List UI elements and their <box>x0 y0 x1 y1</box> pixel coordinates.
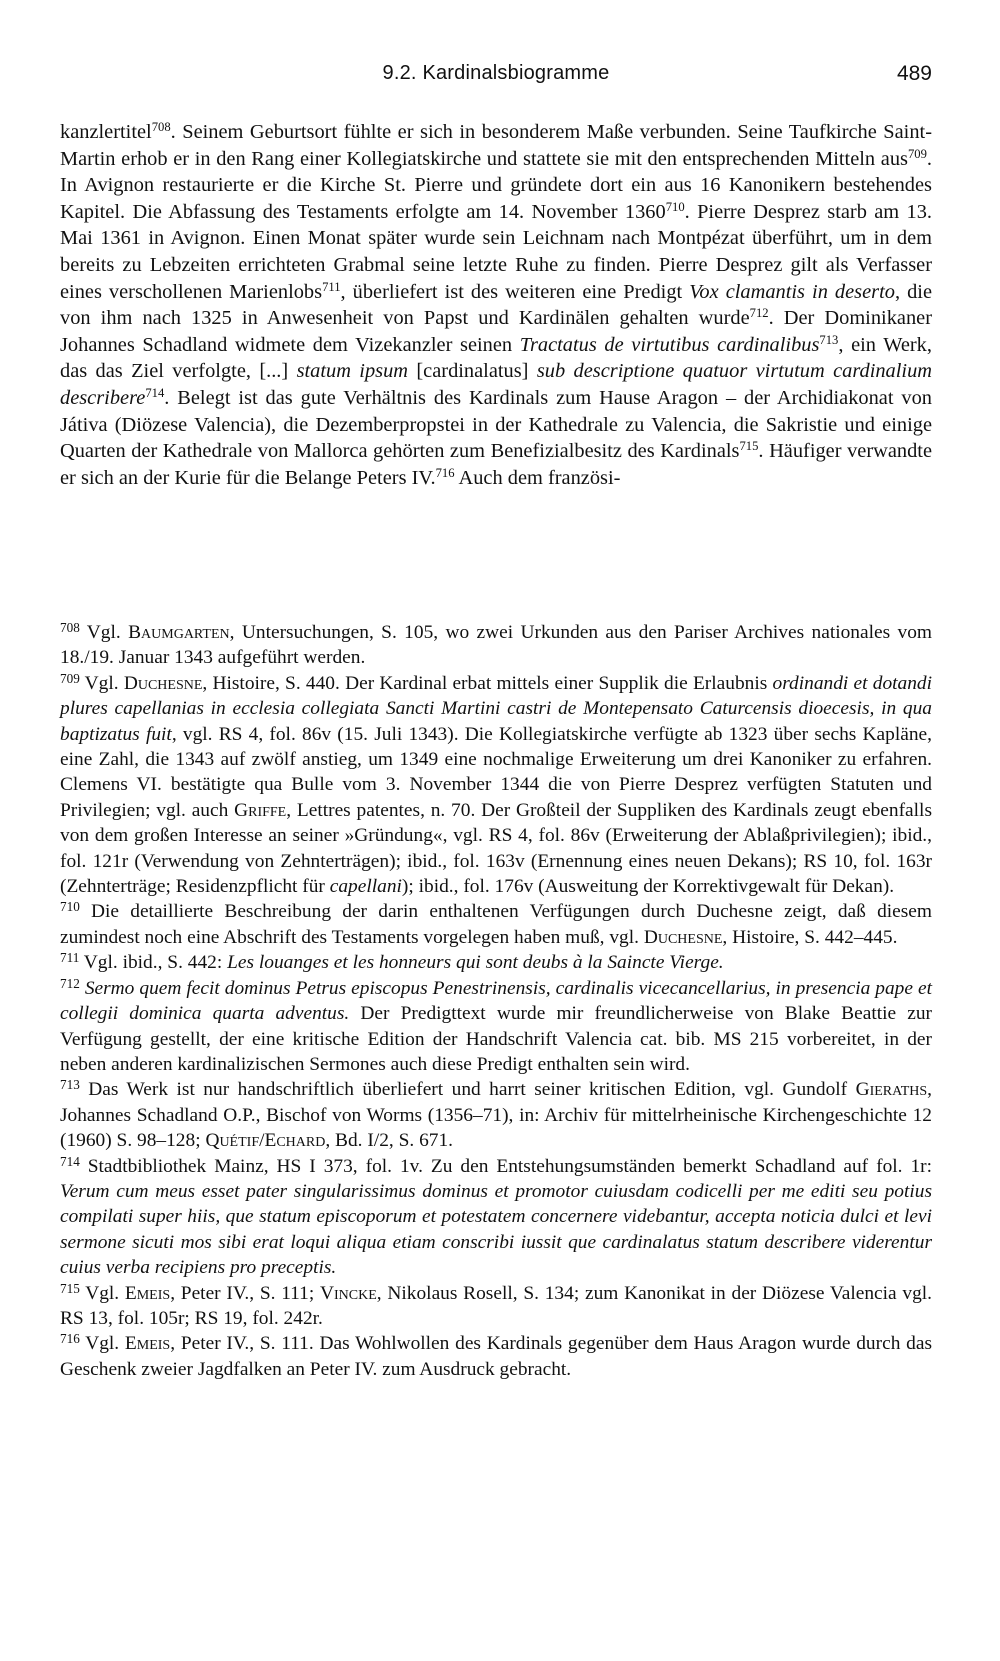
page-number: 489 <box>896 62 932 85</box>
footnote-number: 708 <box>60 620 80 636</box>
footnote-text: Der Predigttext wurde mir freundlicherweise von Blake Beattie zur Verfügung gestellt, der eine kritische Edition der Handschrift Valencia cat. bib. MS 215 vorbereitet, in der neben anderen kardinalizischen Sermones auch diese Predigt enthalten sein wird. <box>60 1003 932 1075</box>
footnote-text: Die detaillierte Beschreibung der darin enthaltenen Verfügungen durch Duchesne zeigt, daß diesem zumindest noch eine Abschrift des Testaments vorgelegen haben muß, vgl. <box>60 901 932 948</box>
footnote-text: , Johannes Schadland O.P., Bischof von Worms (1356–71), in: Archiv für mittelrheinische Kirchengeschichte 12 (1960) S. 98–128; <box>60 1079 932 1152</box>
french-quote: Les louanges et les honneurs qui sont deubs à la Saincte Vierge. <box>227 952 724 974</box>
footnote-text: Vgl. <box>79 622 129 643</box>
footnote-ref: 710 <box>665 199 685 214</box>
author-name: Duchesne <box>123 672 203 694</box>
italic-quote: statum ipsum <box>296 360 409 383</box>
italic-title: Tractatus de virtutibus cardinalibus <box>519 333 820 356</box>
footnote-text: , vgl. RS 4, fol. 86v (15. Juli 1343). Die Kollegiatskirche verfügte ab 1323 über sechs Kapläne, eine Zahl, die 1343 auf zwölf anstieg, um 1349 eine nochmalige Erweiterung um drei Kanoniker zu erfahren. Clemens VI. bestätigte qua Bulle vom 3. November 1344 die von Pierre Desprez verfügten Statuten und Privilegien; vgl. auch <box>60 723 932 821</box>
footnote-714 <box>60 1154 932 1281</box>
text-segment: . Belegt ist das gute Verhältnis des Kardinals zum Hause Aragon – der Archidiakonat von Játiva (Diözese Valencia), die Dezemberpropstei in der Kathedrale zu Valencia, die Sakristie und einige Quarten der Kathedrale von Mallorca gehörten zum Benefizialbesitz des Kardinals <box>60 386 932 463</box>
text-segment: , ein Werk, das das Ziel verfolgte, [...] <box>60 333 932 383</box>
page-header <box>60 62 932 90</box>
footnote-text: Vgl. <box>79 672 124 694</box>
footnote-ref: 714 <box>145 385 165 400</box>
footnote-text: , Nikolaus Rosell, S. 134; zum Kanonikat in der Diözese Valencia vgl. RS 13, fol. 105r; RS 19, fol. 242r. <box>60 1282 933 1329</box>
footnote-ref: 715 <box>739 439 759 454</box>
footnote-711 <box>60 950 932 975</box>
latin-quote: ordinandi et dotandi plures capellanias in ecclesia collegiata Sancti Martini castri de Montepensato Caturcensis dioecesis, in qua baptizatus fuit <box>60 672 933 745</box>
text-segment: . Pierre Desprez starb am 13. Mai 1361 in Avignon. Einen Monat später wurde sein Leichnam nach Montpézat überführt, um in dem bereits zu Lebzeiten errichteten Grabmal seine letzte Ruhe zu finden. Pierre Desprez gilt als Verfasser eines verschollenen Marienlobs <box>60 200 932 303</box>
footnote-text: , Histoire, S. 440. Der Kardinal erbat mittels einer Supplik die Erlaubnis <box>202 672 773 694</box>
footnote-number: 714 <box>60 1153 80 1169</box>
footnote-text: , Lettres patentes, n. 70. Der Großteil der Suppliken des Kardinals zeugt ebenfalls von dem großen Interesse an seiner »Gründung«, vgl. RS 4, fol. 86v (Erweiterung der Ablaßprivilegien); ibid., fol. 121r (Verwendung von Zehnterträgen); ibid., fol. 163v (Ernennung eines neuen Dekans); RS 10, fol. 163r (Zehnterträge; Residenzpflicht für <box>60 799 932 898</box>
running-title: 9.2. Kardinalsbiogramme <box>382 62 610 84</box>
footnote-text: ); ibid., fol. 176v (Ausweitung der Korrektivgewalt für Dekan). <box>401 876 895 898</box>
author-name: Baumgarten <box>128 622 230 643</box>
footnote-ref: 709 <box>907 146 927 161</box>
author-name: Griffe <box>234 799 287 821</box>
author-name: Duchesne <box>643 926 723 948</box>
text-segment: . Der Dominikaner Johannes Schadland widmete dem Vizekanzler seinen <box>60 307 932 356</box>
footnote-ref: 711 <box>322 279 341 294</box>
author-name: Quétif/Echard <box>205 1130 326 1152</box>
footnote-number: 710 <box>60 899 80 915</box>
footnote-text: , Bd. I/2, S. 671. <box>325 1130 454 1152</box>
italic-quote: sub descriptione quatuor virtutum cardinalium describere <box>60 360 932 409</box>
footnote-text: Stadtbibliothek Mainz, HS I 373, fol. 1v. Zu den Entstehungsumständen bemerkt Schadland auf fol. 1r: <box>79 1155 932 1177</box>
footnote-number: 712 <box>60 975 80 991</box>
footnote-number: 715 <box>60 1280 80 1296</box>
footnote-709 <box>60 671 932 900</box>
footnote-text: , Histoire, S. 442–445. <box>722 926 898 948</box>
footnote-ref: 716 <box>435 465 455 480</box>
footnote-716 <box>60 1331 932 1382</box>
footnote-ref: 708 <box>151 120 171 135</box>
author-name: Emeis <box>124 1333 171 1355</box>
footnote-text: Vgl. ibid., S. 442: <box>79 952 228 974</box>
footnote-710 <box>60 899 932 950</box>
footnotes <box>60 620 932 1382</box>
main-text <box>60 119 932 491</box>
text-segment: Auch dem französi- <box>454 466 621 489</box>
text-segment: kanzlertitel <box>60 121 152 143</box>
footnote-712 <box>60 976 932 1078</box>
footnote-text: , Peter IV., S. 111; <box>170 1282 321 1304</box>
text-segment: , überliefert ist des weiteren eine Predigt <box>340 280 690 303</box>
text-segment: . In Avignon restaurierte er die Kirche St. Pierre und gründete dort ein aus 16 Kanonikern bestehendes Kapitel. Die Abfassung des Testaments erfolgte am 14. November 1360 <box>60 147 932 223</box>
footnote-713 <box>60 1077 932 1153</box>
italic-title: Vox clamantis in deserto <box>689 280 895 303</box>
text-segment: , die von ihm nach 1325 in Anwesenheit von Papst und Kardinälen gehalten wurde <box>60 280 932 330</box>
footnote-number: 713 <box>60 1077 80 1093</box>
footnote-text: Das Werk ist nur handschriftlich überliefert und harrt seiner kritischen Edition, vgl. Gundolf <box>79 1079 856 1101</box>
author-name: Emeis <box>124 1282 171 1304</box>
footnote-708 <box>60 620 932 671</box>
footnote-number: 711 <box>60 950 80 966</box>
latin-quote: Sermo quem fecit dominus Petrus episcopus Penestrinensis, cardinalis vicecancellarius, in presencia pape et collegii dominica quarta adventus. <box>60 977 932 1025</box>
author-name: Gieraths <box>855 1079 928 1101</box>
author-name: Vincke <box>320 1282 377 1304</box>
footnote-text: , Untersuchungen, S. 105, wo zwei Urkunden aus den Pariser Archives nationales vom 18./19. Januar 1343 aufgeführt werden. <box>60 622 932 669</box>
footnote-number: 716 <box>60 1331 80 1347</box>
text-segment: . Seinem Geburtsort fühlte er sich in besonderem Maße verbunden. Seine Taufkirche Saint-Martin erhob er in den Rang einer Kollegiatskirche und stattete sie mit den entsprechenden Mitteln aus <box>60 121 932 170</box>
latin-term: capellani <box>329 876 402 898</box>
latin-quote: Verum cum meus esset pater singularissimus dominus et promotor cuiusdam codicelli per me editi seu potius compilati super hiis, que statum episcoporum et potestatem concernere videbantur, accepta noticia dulci et levi sermone sicuti mos sibi erat loqui aliqua etiam conscribi iussit que cardinalatus statum describere viderentur cuius verba recipiens pro preceptis. <box>60 1180 932 1279</box>
footnote-text: , Peter IV., S. 111. Das Wohlwollen des Kardinals gegenüber dem Haus Aragon wurde durch das Geschenk zweier Jagdfalken an Peter IV. zum Ausdruck gebracht. <box>60 1333 932 1380</box>
footnote-text: Vgl. <box>79 1333 125 1355</box>
footnote-ref: 713 <box>819 332 839 347</box>
footnote-ref: 712 <box>749 306 769 321</box>
footnote-715 <box>60 1281 932 1332</box>
text-segment: . Häufiger verwandte er sich an der Kurie für die Belange Peters IV. <box>60 440 932 489</box>
footnote-number: 709 <box>60 670 80 686</box>
text-segment: [cardinalatus] <box>408 360 537 383</box>
footnote-text: Vgl. <box>79 1282 125 1304</box>
